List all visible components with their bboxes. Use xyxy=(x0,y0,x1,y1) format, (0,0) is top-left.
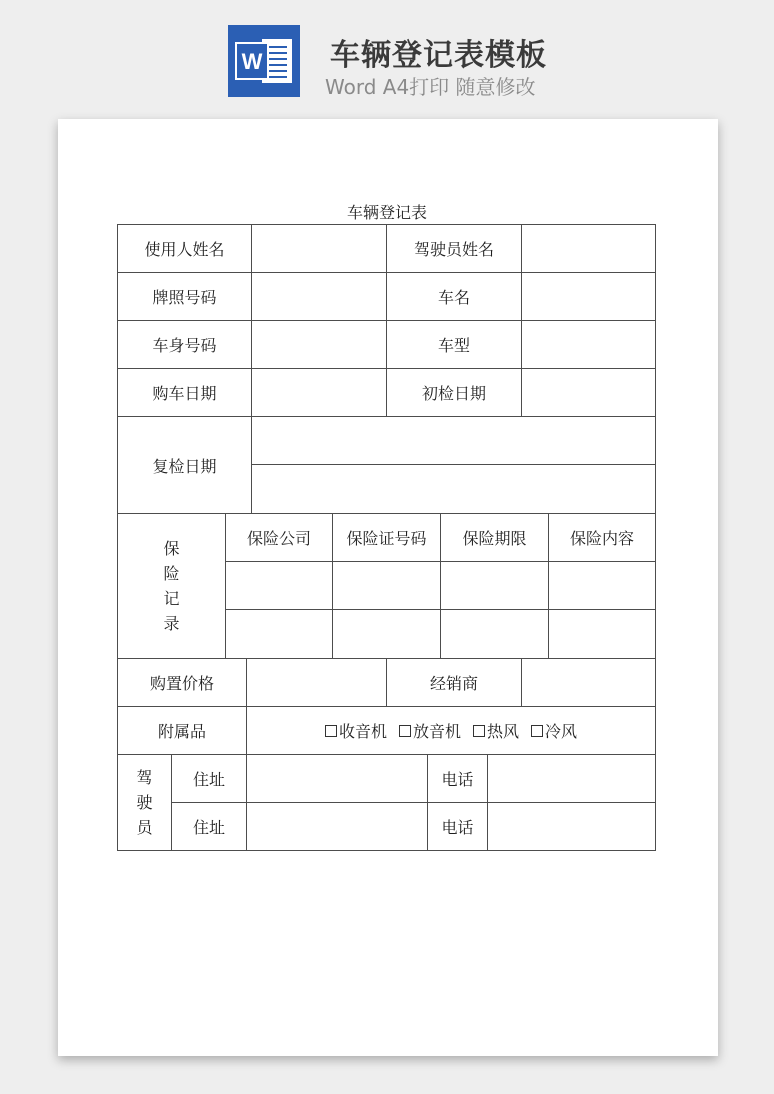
word-icon-letter: W xyxy=(241,49,263,74)
purchase-date-field[interactable] xyxy=(251,368,387,417)
address-field-2[interactable] xyxy=(246,802,428,851)
reinspection-field-2[interactable] xyxy=(251,464,656,514)
body-number-label: 车身号码 xyxy=(117,320,252,369)
checkbox-heater[interactable] xyxy=(473,719,519,742)
reinspection-label: 复检日期 xyxy=(117,416,252,514)
car-name-label: 车名 xyxy=(386,272,522,321)
checkbox-label: 放音机 xyxy=(412,722,461,741)
insurance-content-field-2[interactable] xyxy=(548,609,656,659)
accessories-options xyxy=(246,706,656,755)
user-name-label: 使用人姓名 xyxy=(117,224,252,273)
dealer-label: 经销商 xyxy=(386,658,522,707)
purchase-price-field[interactable] xyxy=(246,658,387,707)
checkbox-icon[interactable] xyxy=(473,725,485,737)
insurance-period-header: 保险期限 xyxy=(440,513,549,562)
insurance-content-header: 保险内容 xyxy=(548,513,656,562)
insurance-company-header: 保险公司 xyxy=(225,513,333,562)
insurance-number-field-2[interactable] xyxy=(332,609,441,659)
first-inspection-field[interactable] xyxy=(521,368,656,417)
purchase-date-label: 购车日期 xyxy=(117,368,252,417)
document-title: 车辆登记表 xyxy=(346,203,427,222)
phone-field-2[interactable] xyxy=(487,802,656,851)
body-number-field[interactable] xyxy=(251,320,387,369)
checkbox-label: 冷风 xyxy=(545,722,578,741)
accessories-label: 附属品 xyxy=(117,706,247,755)
dealer-field[interactable] xyxy=(521,658,656,707)
car-name-field[interactable] xyxy=(521,272,656,321)
insurance-period-field-1[interactable] xyxy=(440,561,549,610)
car-model-label: 车型 xyxy=(386,320,522,369)
page-title: 车辆登记表模板 xyxy=(330,38,547,73)
insurance-number-field-1[interactable] xyxy=(332,561,441,610)
insurance-number-header: 保险证号码 xyxy=(332,513,441,562)
checkbox-radio[interactable] xyxy=(325,719,387,742)
user-name-field[interactable] xyxy=(251,224,387,273)
driver-section-label xyxy=(117,754,172,851)
plate-number-field[interactable] xyxy=(251,272,387,321)
driver-name-field[interactable] xyxy=(521,224,656,273)
address-label-1: 住址 xyxy=(171,754,247,803)
checkbox-icon[interactable] xyxy=(325,725,337,737)
insurance-company-field-1[interactable] xyxy=(225,561,333,610)
checkbox-icon[interactable] xyxy=(399,725,411,737)
driver-section-text: 驾驶员 xyxy=(136,768,153,837)
insurance-company-field-2[interactable] xyxy=(225,609,333,659)
car-model-field[interactable] xyxy=(521,320,656,369)
checkbox-icon[interactable] xyxy=(531,725,543,737)
phone-label-2: 电话 xyxy=(427,802,488,851)
insurance-record-label xyxy=(117,513,226,659)
first-inspection-label: 初检日期 xyxy=(386,368,522,417)
checkbox-tape-player[interactable] xyxy=(399,719,461,742)
phone-label-1: 电话 xyxy=(427,754,488,803)
phone-field-1[interactable] xyxy=(487,754,656,803)
driver-name-label: 驾驶员姓名 xyxy=(386,224,522,273)
checkbox-label: 热风 xyxy=(487,722,520,741)
insurance-period-field-2[interactable] xyxy=(440,609,549,659)
checkbox-air-conditioner[interactable] xyxy=(531,719,577,742)
page-subtitle: Word A4打印 随意修改 xyxy=(325,75,536,99)
reinspection-field-1[interactable] xyxy=(251,416,656,465)
accessories-checkbox-group xyxy=(325,719,577,742)
address-label-2: 住址 xyxy=(171,802,247,851)
plate-number-label: 牌照号码 xyxy=(117,272,252,321)
insurance-record-text: 保险记录 xyxy=(163,539,180,633)
address-field-1[interactable] xyxy=(246,754,428,803)
insurance-content-field-1[interactable] xyxy=(548,561,656,610)
checkbox-label: 收音机 xyxy=(338,722,387,741)
purchase-price-label: 购置价格 xyxy=(117,658,247,707)
